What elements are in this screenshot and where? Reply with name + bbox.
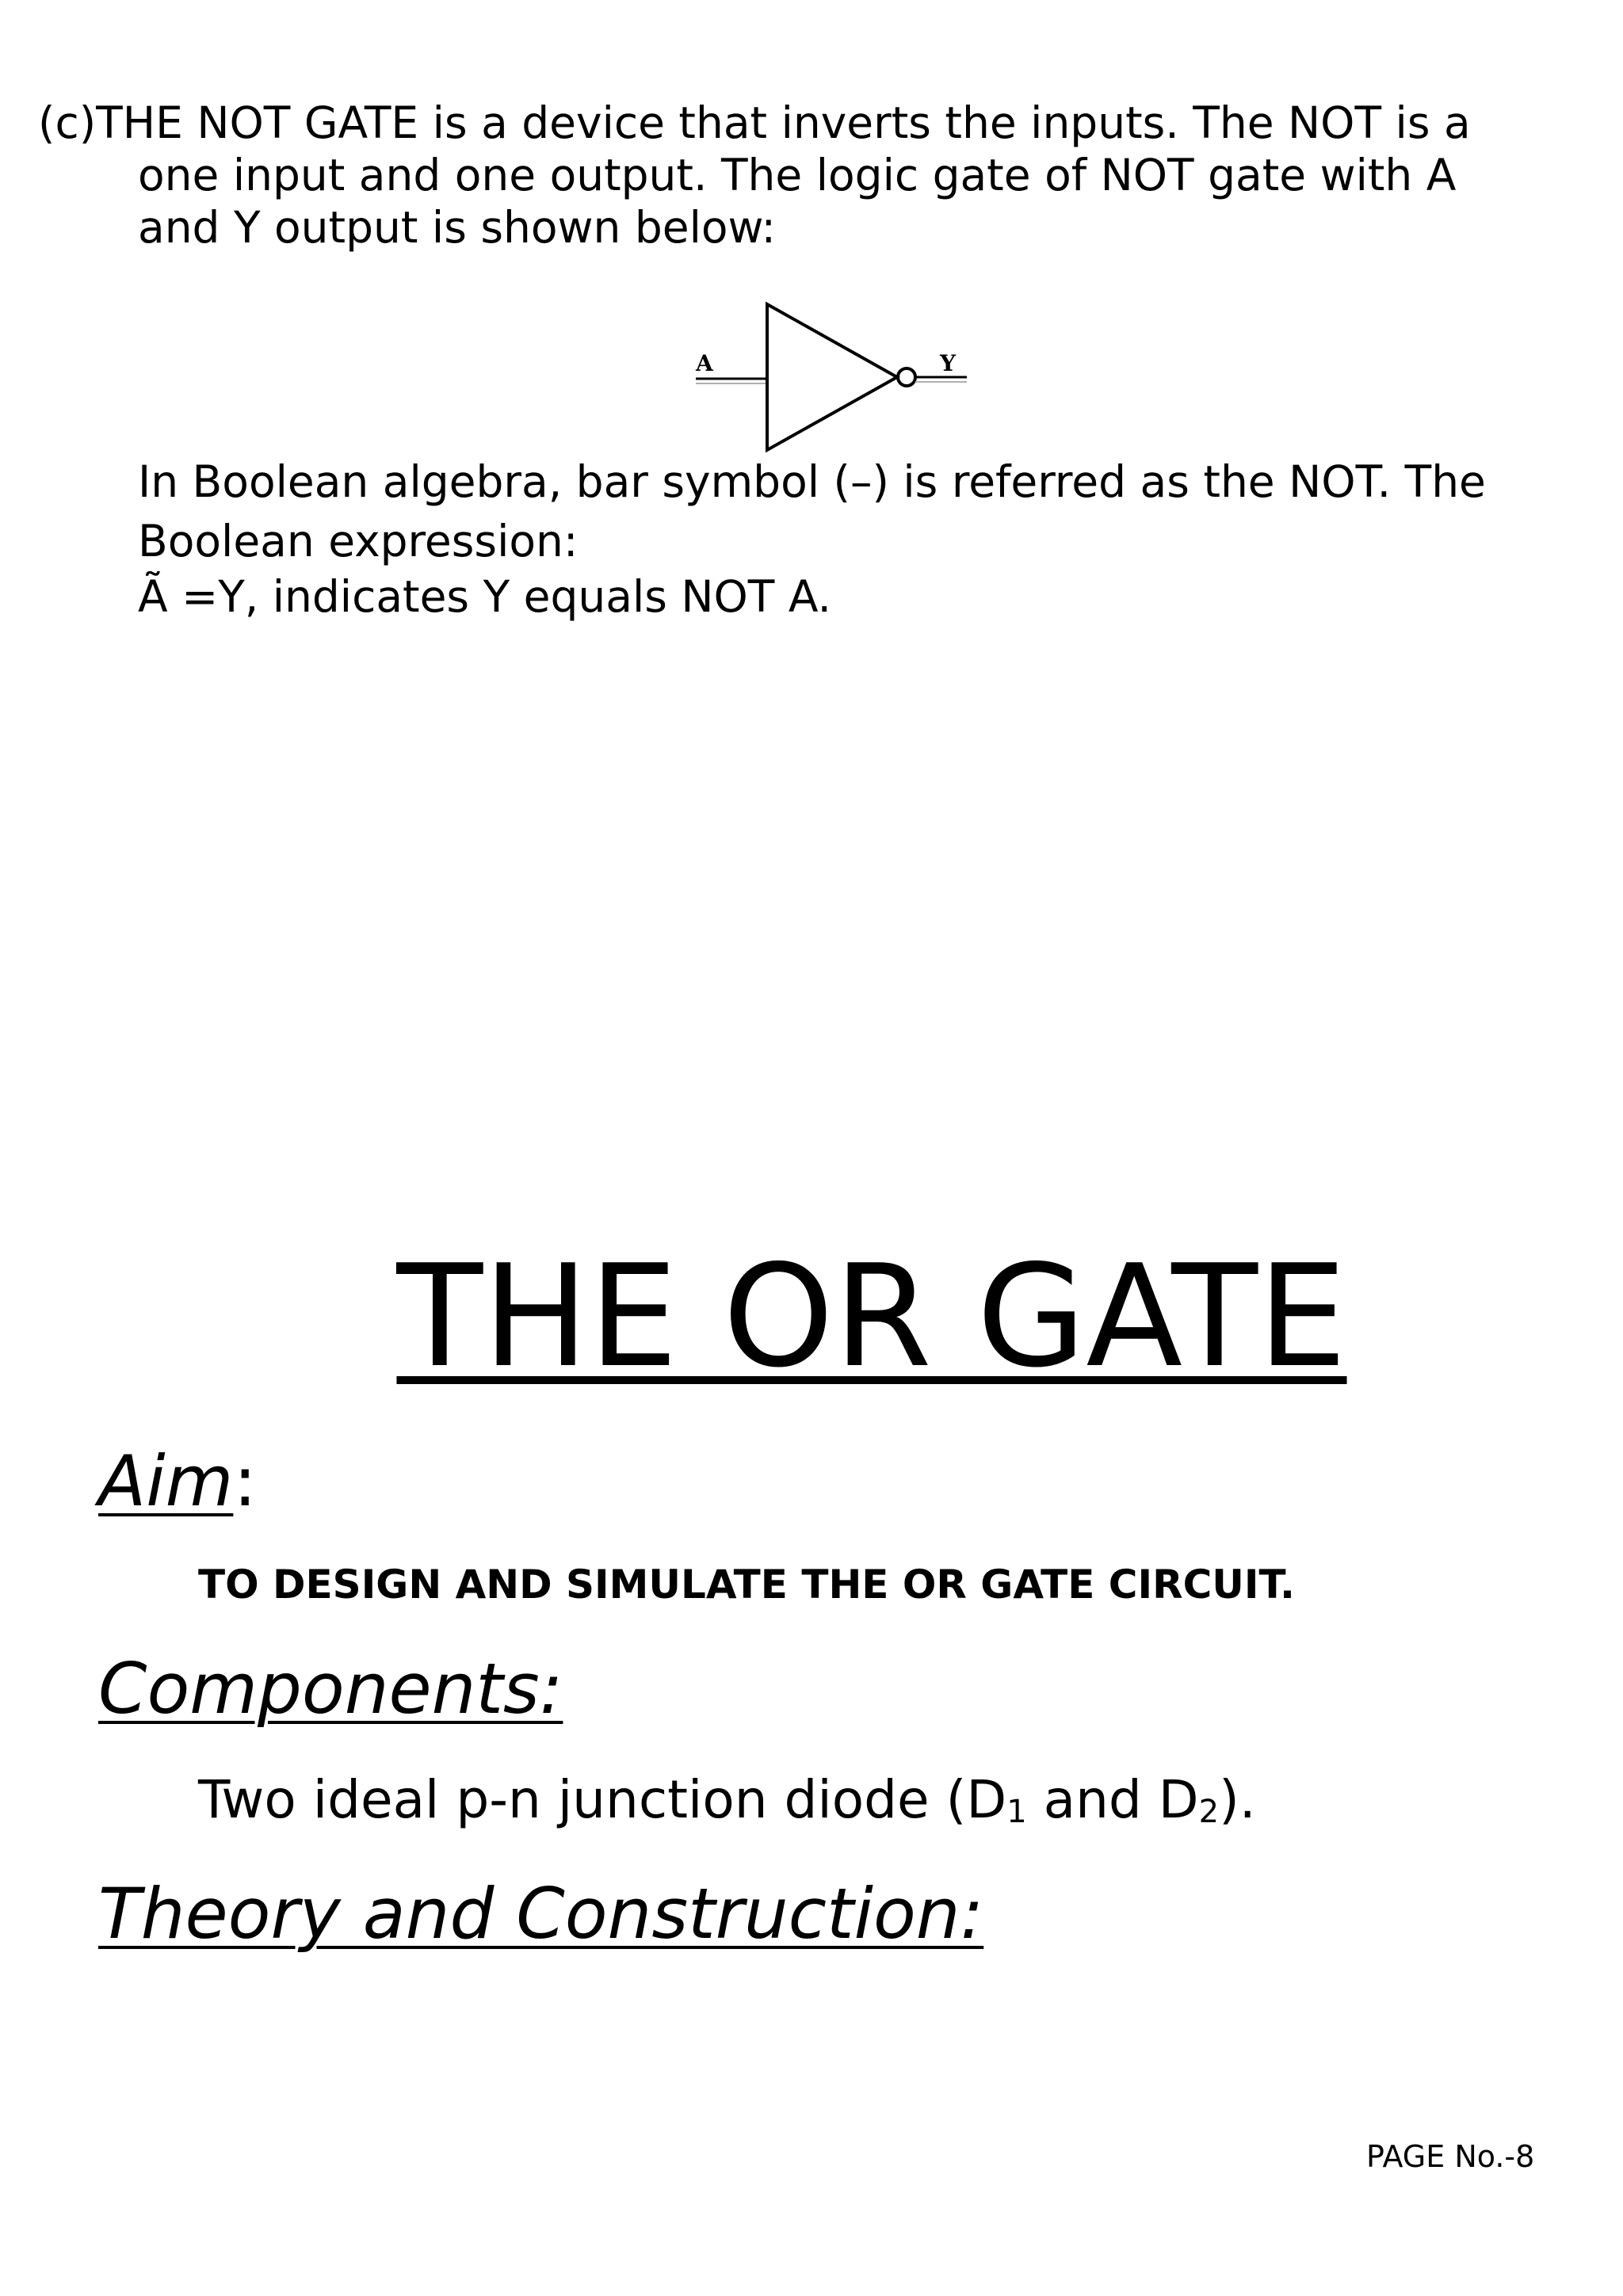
not-gate-line-1: (c)THE NOT GATE is a device that inverts the inputs. The NOT is a [38, 97, 1471, 148]
output-label-y: Y [940, 350, 956, 376]
boolean-expression: Ã =Y, indicates Y equals NOT A. [138, 571, 832, 622]
not-gate-diagram [688, 295, 973, 458]
components-text [198, 1768, 1256, 1832]
not-gate-line-3: and Y output is shown below: [138, 202, 777, 253]
boolean-line-1: In Boolean algebra, bar symbol (–) is referred as the NOT. The [138, 456, 1486, 507]
theory-heading-text: Theory and Construction: [98, 1873, 984, 1955]
components-sub-1: 1 [1006, 1794, 1027, 1830]
or-gate-title-text: THE OR GATE [396, 1234, 1347, 1398]
input-label-a: A [696, 350, 713, 376]
components-suffix: ). [1219, 1769, 1256, 1830]
not-gate-paragraph [38, 97, 1575, 254]
aim-heading [98, 1442, 257, 1521]
boolean-line-2: Boolean expression: [138, 516, 579, 566]
or-gate-title [0, 1234, 1623, 1398]
components-heading-text: Components: [98, 1648, 563, 1730]
components-sub-2: 2 [1198, 1794, 1220, 1830]
aim-text: TO DESIGN AND SIMULATE THE OR GATE CIRCUIT. [198, 1562, 1296, 1608]
page-number: PAGE No.-8 [1366, 2139, 1535, 2174]
not-gate-line-2: one input and one output. The logic gate of NOT gate with A [138, 150, 1457, 200]
inversion-bubble [898, 368, 915, 386]
boolean-paragraph [138, 452, 1486, 623]
aim-heading-colon: : [233, 1440, 258, 1522]
components-heading [98, 1650, 563, 1729]
components-middle: and D [1026, 1769, 1199, 1830]
aim-heading-text: Aim [98, 1440, 234, 1522]
theory-heading [98, 1875, 983, 1954]
not-gate-triangle [767, 304, 897, 450]
components-prefix: Two ideal p-n junction diode (D [198, 1769, 1007, 1830]
